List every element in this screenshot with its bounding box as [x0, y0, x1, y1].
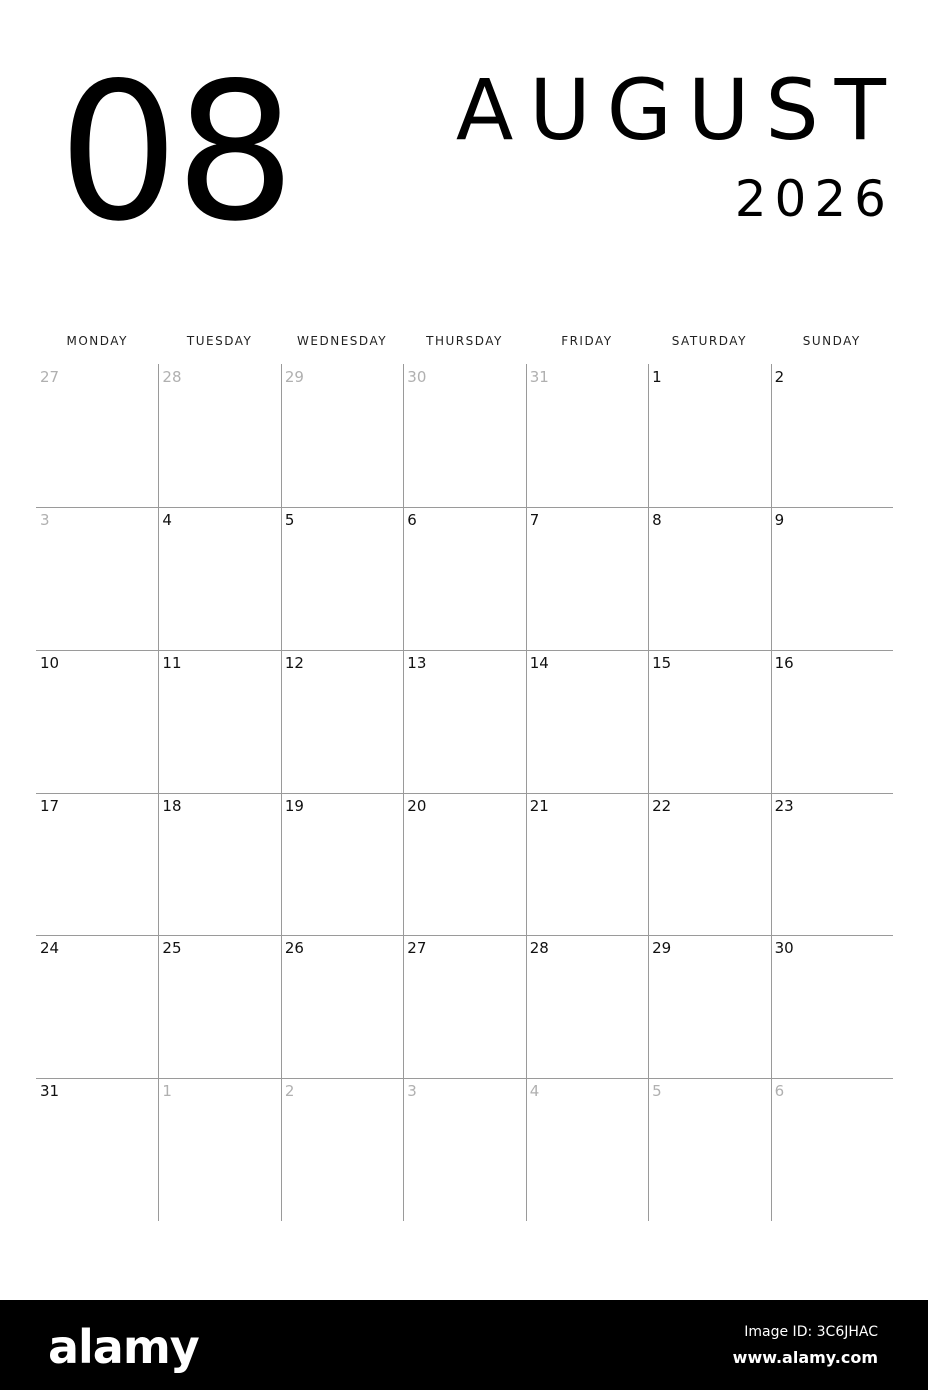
column-divider: [281, 364, 282, 1221]
image-id: Image ID: 3C6JHAC: [744, 1324, 878, 1340]
day-number: 28: [162, 368, 182, 386]
day-cell[interactable]: [526, 935, 648, 1078]
day-cell[interactable]: [158, 650, 280, 793]
day-number: 8: [652, 510, 662, 529]
day-number: 1: [162, 1082, 172, 1101]
day-number: 3: [407, 1082, 417, 1101]
day-cell[interactable]: [648, 935, 770, 1078]
day-cell[interactable]: [771, 507, 893, 650]
day-cell[interactable]: [403, 793, 525, 936]
column-divider: [158, 364, 159, 1221]
year: 2026: [734, 170, 894, 228]
day-cell[interactable]: [403, 935, 525, 1078]
day-cell[interactable]: [36, 507, 158, 650]
day-cell[interactable]: [281, 1078, 403, 1221]
day-number: 4: [529, 1082, 540, 1101]
day-cell[interactable]: [36, 935, 158, 1078]
day-number: 27: [40, 368, 60, 386]
day-number: 24: [40, 939, 60, 958]
row-divider: [36, 507, 893, 508]
day-cell[interactable]: [36, 650, 158, 793]
day-cell[interactable]: [281, 650, 403, 793]
footer-banner: [0, 1300, 928, 1390]
day-number: 1: [652, 368, 662, 386]
column-divider: [771, 364, 772, 1221]
day-cell[interactable]: [281, 364, 403, 507]
day-number: 2: [774, 368, 785, 386]
day-number: 30: [407, 368, 427, 386]
day-number: 31: [40, 1082, 60, 1101]
day-cell[interactable]: [158, 364, 280, 507]
day-cell[interactable]: [648, 507, 770, 650]
day-number: 2: [284, 1082, 295, 1101]
day-number: 23: [774, 796, 794, 815]
day-number: 15: [652, 653, 672, 672]
day-cell[interactable]: [36, 364, 158, 507]
day-number: 28: [529, 939, 549, 958]
day-number: 25: [162, 939, 182, 958]
day-number: 21: [529, 796, 549, 815]
day-cell[interactable]: [281, 793, 403, 936]
day-cell[interactable]: [403, 364, 525, 507]
column-divider: [526, 364, 527, 1221]
day-number: 11: [162, 653, 182, 672]
day-cell[interactable]: [526, 507, 648, 650]
day-cell[interactable]: [281, 935, 403, 1078]
day-cell[interactable]: [648, 1078, 770, 1221]
day-number: 5: [652, 1082, 662, 1101]
day-cell[interactable]: [158, 507, 280, 650]
day-number: 16: [774, 653, 794, 672]
day-cell[interactable]: [771, 364, 893, 507]
day-cell[interactable]: [648, 650, 770, 793]
day-cell[interactable]: [36, 1078, 158, 1221]
row-divider: [36, 650, 893, 651]
day-cell[interactable]: [36, 793, 158, 936]
weekday-label: SATURDAY: [671, 334, 747, 348]
day-number: 6: [774, 1082, 785, 1101]
day-number: 6: [407, 510, 417, 529]
day-number: 4: [162, 510, 172, 529]
day-cell[interactable]: [281, 507, 403, 650]
column-divider: [648, 364, 649, 1221]
weekday-label: FRIDAY: [561, 334, 613, 348]
day-number: 29: [652, 939, 672, 958]
day-number: 30: [774, 939, 794, 958]
day-cell[interactable]: [403, 507, 525, 650]
day-number: 7: [529, 510, 540, 529]
day-number: 10: [40, 653, 60, 672]
day-cell[interactable]: [158, 793, 280, 936]
day-cell[interactable]: [648, 364, 770, 507]
row-divider: [36, 935, 893, 936]
day-number: 17: [40, 796, 60, 815]
day-cell[interactable]: [403, 650, 525, 793]
row-divider: [36, 793, 893, 794]
day-cell[interactable]: [648, 793, 770, 936]
day-number: 19: [284, 796, 304, 815]
day-cell[interactable]: [526, 364, 648, 507]
month-number: 08: [58, 42, 292, 263]
day-number: 12: [284, 653, 304, 672]
day-number: 27: [407, 939, 427, 958]
weekday-header-row: [36, 334, 893, 348]
day-cell[interactable]: [771, 793, 893, 936]
row-divider: [36, 1078, 893, 1079]
weekday-label: MONDAY: [66, 334, 128, 348]
calendar-grid: [36, 364, 893, 1221]
day-number: 31: [529, 368, 549, 386]
day-number: 13: [407, 653, 427, 672]
day-number: 22: [652, 796, 672, 815]
day-number: 9: [774, 510, 785, 529]
day-cell[interactable]: [771, 1078, 893, 1221]
day-cell[interactable]: [771, 935, 893, 1078]
day-cell[interactable]: [526, 650, 648, 793]
day-number: 29: [284, 368, 304, 386]
brand-logo: alamy: [48, 1320, 199, 1374]
column-divider: [403, 364, 404, 1221]
day-cell[interactable]: [526, 793, 648, 936]
day-number: 5: [284, 510, 295, 529]
day-cell[interactable]: [158, 935, 280, 1078]
weekday-label: TUESDAY: [186, 334, 253, 348]
weekday-label: SUNDAY: [802, 334, 861, 348]
day-number: 20: [407, 796, 427, 815]
month-name: AUGUST: [455, 61, 902, 159]
day-number: 3: [40, 510, 50, 529]
day-number: 18: [162, 796, 182, 815]
day-cell[interactable]: [158, 1078, 280, 1221]
weekday-label: WEDNESDAY: [297, 334, 388, 348]
day-cell[interactable]: [526, 1078, 648, 1221]
weekday-label: THURSDAY: [426, 334, 503, 348]
site-url: www.alamy.com: [732, 1348, 878, 1367]
day-cell[interactable]: [771, 650, 893, 793]
day-cell[interactable]: [403, 1078, 525, 1221]
day-number: 26: [284, 939, 304, 958]
day-number: 14: [529, 653, 549, 672]
